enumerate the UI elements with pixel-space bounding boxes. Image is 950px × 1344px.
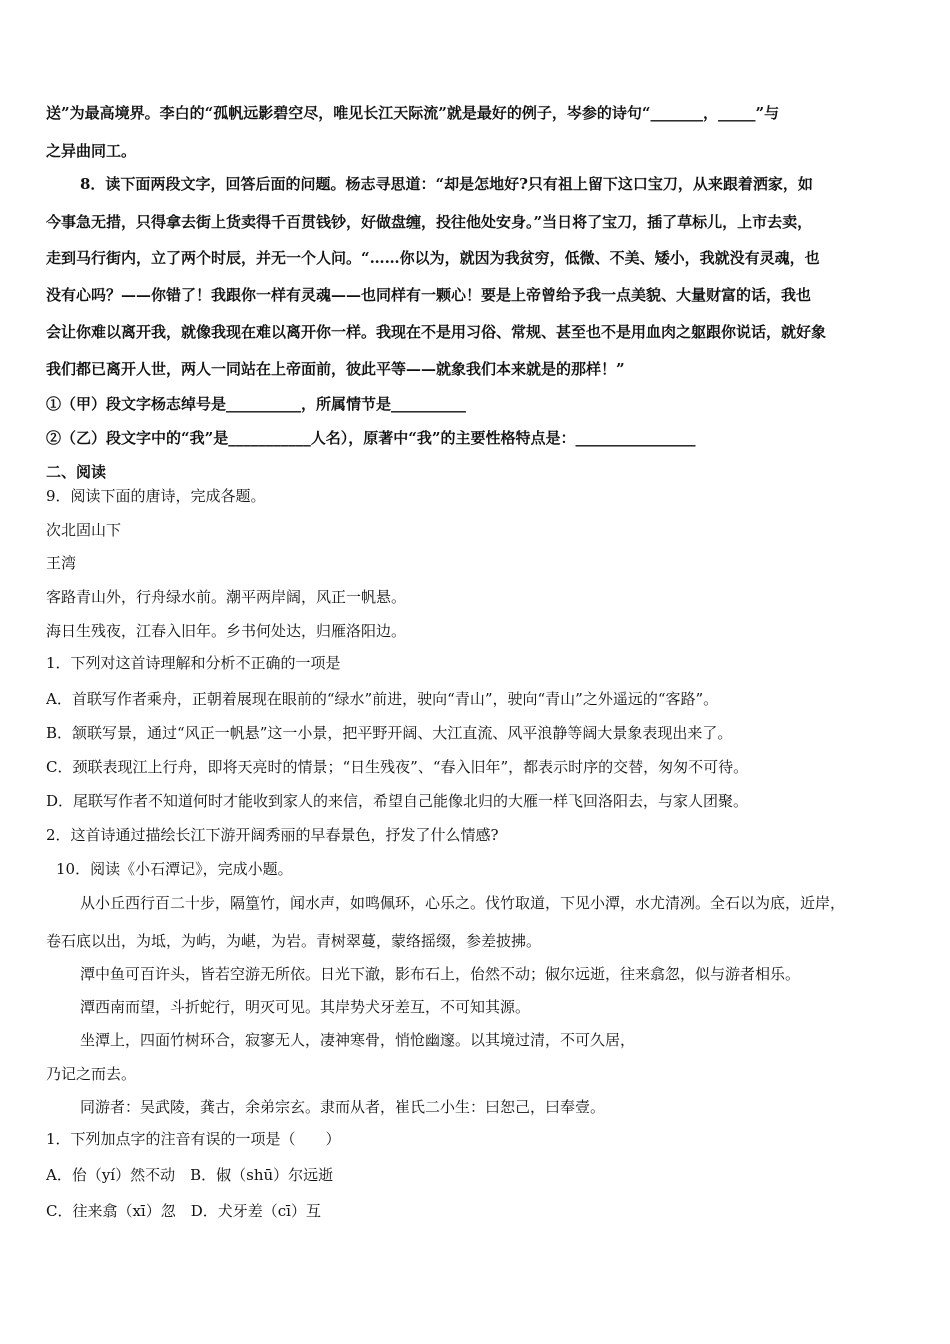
sub-question: 2．这首诗通过描绘长江下游开阔秀丽的早春景色，抒发了什么情感? [46, 826, 499, 844]
text-line: 8．读下面两段文字，回答后面的问题。杨志寻思道：“却是怎地好?只有祖上留下这口宝刀，从来跟着洒家，如 [80, 175, 813, 193]
option-c: C．颈联表现江上行舟，即将天亮时的情景；“日生残夜”、“春入旧年”，都表示时序的交替，匆匆不可待。 [46, 758, 749, 776]
text-line: ①（甲）段文字杨志绰号是__________，所属情节是__________ [46, 395, 467, 413]
text-line: 今事急无措，只得拿去街上货卖得千百贯钱钞，好做盘缠，投往他处安身。”当日将了宝刀，插了草标儿，上市去卖， [46, 213, 813, 231]
passage-line: 潭西南而望，斗折蛇行，明灭可见。其岸势犬牙差互，不可知其源。 [80, 998, 531, 1016]
section-heading: 二、阅读 [46, 463, 107, 481]
text-line: 走到马行街内，立了两个时辰，并无一个人问。“……你以为，就因为我贫穷，低微、不美、矮小，我就没有灵魂，也 [46, 249, 820, 267]
text-line: 之异曲同工。 [46, 142, 137, 160]
question-heading: 10．阅读《小石潭记》，完成小题。 [56, 860, 293, 878]
passage-line: 乃记之而去。 [46, 1065, 137, 1083]
passage-line: 卷石底以出，为坻，为屿，为嵁，为岩。青树翠蔓，蒙络摇缀，参差披拂。 [46, 932, 542, 950]
options-ab: A．佁（yí）然不动 B．俶（shū）尔远逝 [46, 1166, 334, 1184]
poem-line: 客路青山外，行舟绿水前。潮平两岸阔，风正一帆悬。 [46, 588, 407, 606]
poem-line: 海日生残夜，江春入旧年。乡书何处达，归雁洛阳边。 [46, 622, 407, 640]
text-line: 没有心吗？——你错了！我跟你一样有灵魂——也同样有一颗心！要是上帝曾给予我一点美貌、大量财富的话，我也 [46, 286, 812, 304]
option-a: A．首联写作者乘舟，正朝着展现在眼前的“绿水”前进，驶向“青山”，驶向“青山”之外遥远的“客路”。 [46, 690, 719, 708]
passage-line: 潭中鱼可百许头，皆若空游无所依。日光下澈，影布石上，佁然不动；俶尔远逝，往来翕忽，似与游者相乐。 [80, 965, 801, 983]
options-cd: C．往来翕（xī）忽 D．犬牙差（cī）互 [46, 1202, 321, 1220]
text-line: 送”为最高境界。李白的“孤帆远影碧空尽，唯见长江天际流”就是最好的例子，岑参的诗句“_______，_____”与 [46, 104, 780, 122]
text-line: 会让你难以离开我，就像我现在难以离开你一样。我现在不是用习俗、常规、甚至也不是用血肉之躯跟你说话，就好象 [46, 323, 827, 341]
option-d: D．尾联写作者不知道何时才能收到家人的来信，希望自己能像北归的大雁一样飞回洛阳去，与家人团聚。 [46, 792, 749, 810]
poem-author: 王湾 [46, 554, 77, 572]
passage-line: 从小丘西行百二十步，隔篁竹，闻水声，如鸣佩环，心乐之。伐竹取道，下见小潭，水尤清冽。全石以为底，近岸， [80, 894, 846, 912]
question-heading: 9．阅读下面的唐诗，完成各题。 [46, 487, 266, 505]
option-b: B．颔联写景，通过“风正一帆悬”这一小景，把平野开阔、大江直流、风平浪静等阔大景象表现出来了。 [46, 724, 733, 742]
passage-line: 坐潭上，四面竹树环合，寂寥无人，凄神寒骨，悄怆幽邃。以其境过清，不可久居， [80, 1031, 636, 1049]
poem-title: 次北固山下 [46, 521, 122, 539]
sub-question: 1．下列加点字的注音有误的一项是（ ） [46, 1130, 341, 1148]
text-line: ②（乙）段文字中的“我”是___________人名），原著中“我”的主要性格特点是：________________ [46, 429, 696, 447]
sub-question: 1．下列对这首诗理解和分析不正确的一项是 [46, 654, 341, 672]
passage-line: 同游者：吴武陵，龚古，余弟宗玄。隶而从者，崔氏二小生：曰恕己，曰奉壹。 [80, 1098, 606, 1116]
text-line: 我们都已离开人世，两人一同站在上帝面前，彼此平等——就象我们本来就是的那样！” [46, 360, 625, 378]
